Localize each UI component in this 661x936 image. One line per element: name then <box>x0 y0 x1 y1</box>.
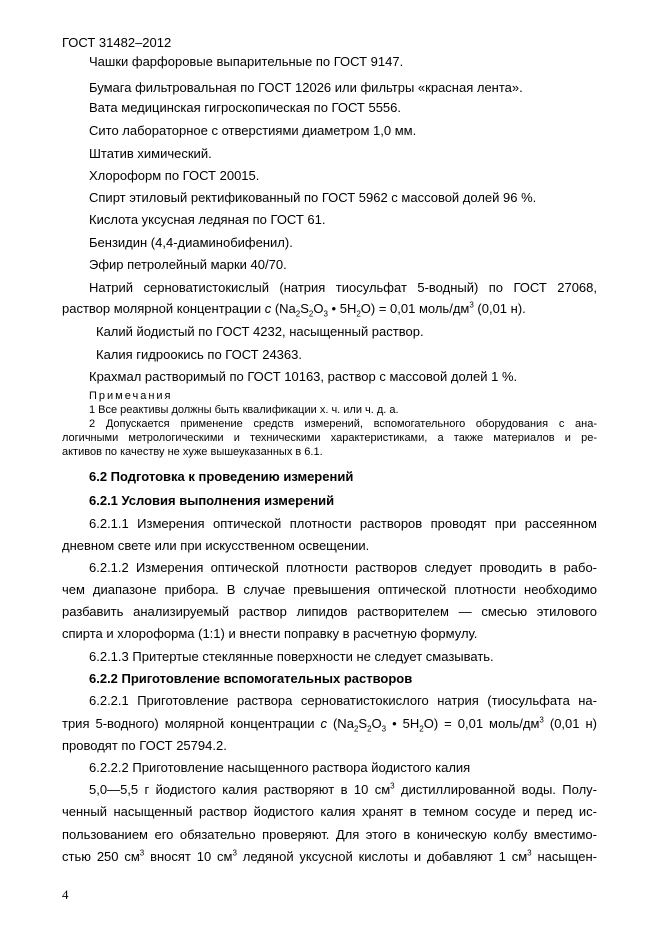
concentration-symbol: c <box>320 716 327 731</box>
superscript: 3 <box>390 781 395 791</box>
formula: (0,01 н) <box>543 716 598 731</box>
material-line: Чашки фарфоровые выпарительные по ГОСТ 9147. <box>89 54 404 69</box>
material-line: Кислота уксусная ледяная по ГОСТ 61. <box>89 212 326 227</box>
text: дистиллированной воды. Полу- <box>394 782 597 797</box>
thiosulfate-line-1: Натрий серноватистокислый (натрия тиосульфат 5-водный) по ГОСТ 27068, <box>89 280 597 295</box>
paragraph-line: проводят по ГОСТ 25794.2. <box>62 738 227 753</box>
formula: O) = 0,01 моль/дм <box>423 716 540 731</box>
paragraph-line: спирта и хлороформа (1:1) и внести поправку в расчетную формулу. <box>62 626 478 641</box>
note-2-line-1: 2 Допускается применение средств измерений, вспомогательного оборудования с ана- <box>89 418 597 430</box>
formula: O) = 0,01 моль/дм <box>360 301 470 316</box>
formula: • 5H <box>386 716 420 731</box>
text: вносят 10 см <box>144 849 233 864</box>
formula: (0,01 н). <box>473 301 526 316</box>
document-code: ГОСТ 31482–2012 <box>62 35 172 50</box>
material-line: Сито лабораторное с отверстиями диаметром 1,0 мм. <box>89 123 417 138</box>
note-1: 1 Все реактивы должны быть квалификации х. ч. или ч. д. а. <box>89 404 399 416</box>
paragraph-line: 6.2.1.3 Притертые стеклянные поверхности не следует смазывать. <box>89 649 494 664</box>
paragraph-line: пользованием его обязательно проверяют. Для этого в коническую колбу вместимо- <box>62 827 597 842</box>
page-number: 4 <box>62 887 69 902</box>
subscript: 2 <box>353 724 359 734</box>
superscript: 3 <box>527 848 532 858</box>
paragraph-line <box>62 716 597 732</box>
paragraph-line: чем диапазоне прибора. В случае превышения оптической плотности необходимо <box>62 582 597 597</box>
text: трия 5-водного) молярной концентрации <box>62 716 321 731</box>
material-line: Крахмал растворимый по ГОСТ 10163, раствор с массовой долей 1 %. <box>89 369 518 384</box>
superscript: 3 <box>469 300 474 310</box>
paragraph-line: 6.2.1.1 Измерения оптической плотности растворов проводят при рассеянном <box>89 516 597 531</box>
subscript: 3 <box>323 309 328 319</box>
formula: S <box>358 716 368 731</box>
text: стью 250 см <box>62 849 140 864</box>
formula: O <box>313 301 324 316</box>
formula: (Na <box>271 301 296 316</box>
material-line: Бумага фильтровальная по ГОСТ 12026 или фильтры «красная лента». <box>89 80 523 95</box>
subscript: 2 <box>295 309 301 319</box>
material-line: Вата медицинская гигроскопическая по ГОСТ 5556. <box>89 100 402 115</box>
formula: S <box>300 301 309 316</box>
material-line: Хлороформ по ГОСТ 20015. <box>89 168 260 183</box>
text: раствор молярной концентрации <box>62 301 265 316</box>
material-line: Эфир петролейный марки 40/70. <box>89 257 287 272</box>
paragraph-line: 6.2.2.2 Приготовление насыщенного раствора йодистого калия <box>89 760 471 775</box>
paragraph-line: ченный насыщенный раствор йодистого калия хранят в темном сосуде и перед ис- <box>62 804 597 819</box>
formula: O <box>371 716 382 731</box>
section-6-2-1-heading: 6.2.1 Условия выполнения измерений <box>89 493 335 508</box>
paragraph-line: дневном свете или при искусственном освещении. <box>62 538 370 553</box>
material-line: Калий йодистый по ГОСТ 4232, насыщенный раствор. <box>96 324 424 339</box>
formula: • 5H <box>327 301 357 316</box>
section-6-2-2-heading: 6.2.2 Приготовление вспомогательных растворов <box>89 671 413 686</box>
material-line: Бензидин (4,4-диаминобифенил). <box>89 235 293 250</box>
paragraph-line <box>89 782 597 798</box>
superscript: 3 <box>232 848 237 858</box>
formula: (Na <box>326 716 354 731</box>
paragraph-line: 6.2.1.2 Измерения оптической плотности растворов следует проводить в рабо- <box>89 560 597 575</box>
material-line: Спирт этиловый ректификованный по ГОСТ 5962 с массовой долей 96 %. <box>89 190 537 205</box>
thiosulfate-line-2 <box>62 301 526 317</box>
paragraph-line <box>62 849 597 865</box>
superscript: 3 <box>539 715 544 725</box>
concentration-symbol: c <box>264 301 272 316</box>
subscript: 3 <box>381 724 387 734</box>
text: 5,0—5,5 г йодистого калия растворяют в 10 см <box>89 782 391 797</box>
material-line: Штатив химический. <box>89 146 212 161</box>
material-line: Калия гидроокись по ГОСТ 24363. <box>96 347 302 362</box>
subscript: 2 <box>419 724 424 734</box>
paragraph-line: разбавить анализируемый раствор липидов растворителем — смесью этилового <box>62 604 597 619</box>
notes-title: Примечания <box>89 390 173 402</box>
subscript: 2 <box>308 309 314 319</box>
note-2-line-3: активов по качеству не хуже вышеуказанных в 6.1. <box>62 446 323 458</box>
text: ледяной уксусной кислоты и добавляют 1 см <box>236 849 528 864</box>
text: насыщен- <box>531 849 598 864</box>
note-2-line-2: логичными метрологическими и техническими характеристиками, а также материалов и ре- <box>62 432 597 444</box>
paragraph-line: 6.2.2.1 Приготовление раствора серноватистокислого натрия (тиосульфата на- <box>89 693 597 708</box>
superscript: 3 <box>139 848 145 858</box>
section-6-2-heading: 6.2 Подготовка к проведению измерений <box>89 469 354 484</box>
subscript: 2 <box>356 309 361 319</box>
subscript: 2 <box>367 724 372 734</box>
